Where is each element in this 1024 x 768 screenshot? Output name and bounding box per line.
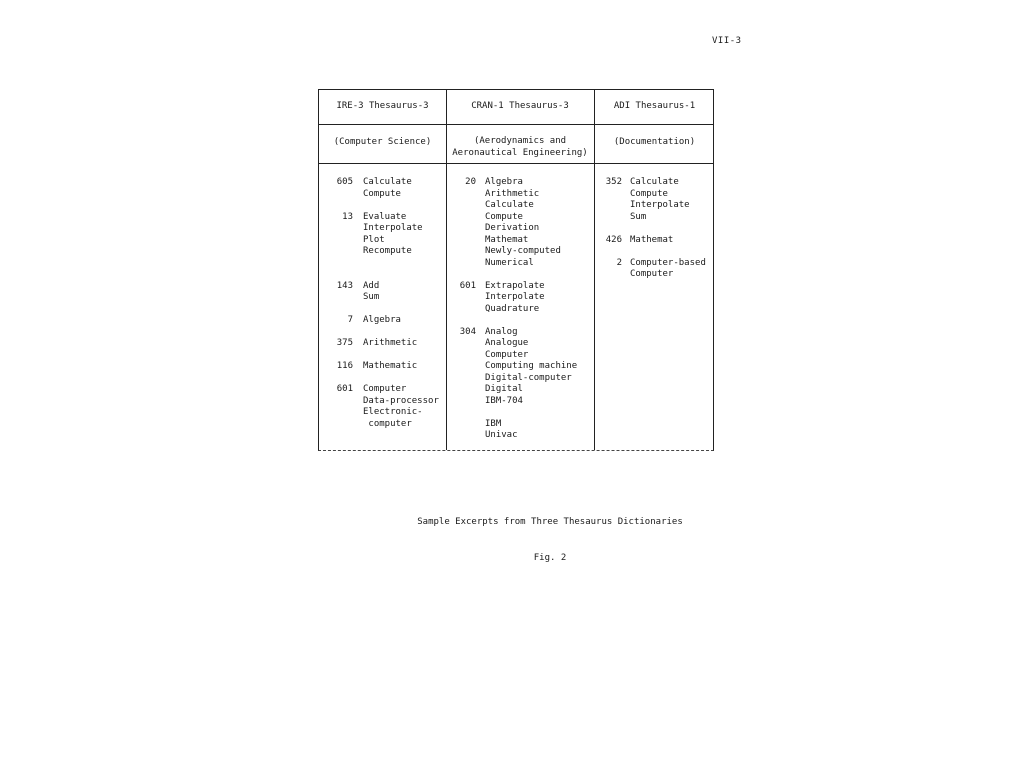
subheader-documentation: (Documentation) bbox=[613, 137, 696, 147]
row-divider bbox=[319, 163, 713, 164]
concept-number: 426 bbox=[605, 234, 622, 245]
figure-caption: Sample Excerpts from Three Thesaurus Dictionaries bbox=[417, 517, 683, 527]
concept-group bbox=[600, 177, 712, 223]
header-cran-thesaurus: CRAN-1 Thesaurus-3 bbox=[471, 101, 569, 111]
header-adi-thesaurus: ADI Thesaurus-1 bbox=[613, 101, 696, 111]
concept-group bbox=[327, 361, 445, 373]
concept-number: 7 bbox=[347, 315, 353, 325]
concept-terms: Analog Analogue Computer Computing machine Digital-computer Digital IBM-704 IBM Univac bbox=[485, 326, 578, 440]
concept-group bbox=[454, 177, 594, 269]
row-divider bbox=[319, 124, 713, 125]
concept-terms: Arithmetic bbox=[363, 338, 418, 348]
concept-number: 605 bbox=[336, 177, 353, 187]
concept-group bbox=[327, 338, 445, 350]
subheader-computer-science: (Computer Science) bbox=[333, 137, 432, 147]
concept-terms: Calculate Compute Interpolate Sum bbox=[630, 177, 690, 222]
concept-terms: Calculate Compute bbox=[363, 177, 412, 199]
concept-number: 116 bbox=[336, 361, 353, 371]
concept-group bbox=[327, 384, 445, 430]
concept-terms: Computer-based Computer bbox=[630, 257, 706, 279]
concept-number: 304 bbox=[459, 326, 476, 337]
concept-terms: Algebra Arithmetic Calculate Compute Derivation Mathemat Newly-computed Numerical bbox=[485, 177, 561, 268]
cran-concept-groups bbox=[454, 177, 594, 453]
concept-group bbox=[600, 235, 712, 247]
concept-group bbox=[327, 281, 445, 304]
concept-group bbox=[454, 327, 594, 442]
concept-group bbox=[327, 212, 445, 258]
concept-terms: Computer Data-processor Electronic- computer bbox=[363, 384, 439, 429]
concept-terms: Algebra bbox=[363, 315, 401, 325]
concept-terms: Mathematic bbox=[363, 361, 418, 371]
concept-number: 13 bbox=[342, 211, 353, 222]
subheader-aerodynamics: (Aerodynamics and Aeronautical Engineering) bbox=[452, 136, 588, 158]
concept-number: 352 bbox=[605, 177, 622, 187]
concept-terms: Add Sum bbox=[363, 280, 380, 302]
concept-number: 2 bbox=[616, 257, 622, 268]
concept-terms: Evaluate Interpolate Plot Recompute bbox=[363, 211, 423, 256]
concept-number: 143 bbox=[336, 280, 353, 291]
concept-terms: Mathemat bbox=[630, 234, 674, 245]
concept-group bbox=[454, 281, 594, 316]
concept-group bbox=[327, 177, 445, 200]
concept-terms: Extrapolate Interpolate Quadrature bbox=[485, 280, 545, 314]
concept-group bbox=[600, 258, 712, 281]
figure-label: Fig. 2 bbox=[533, 553, 567, 563]
concept-number: 601 bbox=[459, 280, 476, 291]
concept-number: 375 bbox=[336, 338, 353, 348]
concept-number: 20 bbox=[465, 177, 476, 187]
adi-concept-groups bbox=[600, 177, 712, 292]
concept-number: 601 bbox=[336, 384, 353, 394]
concept-group bbox=[327, 315, 445, 327]
header-ire-thesaurus: IRE-3 Thesaurus-3 bbox=[336, 101, 429, 111]
page-number: VII-3 bbox=[712, 36, 742, 46]
ire-concept-groups bbox=[327, 177, 445, 442]
thesaurus-table bbox=[318, 89, 714, 451]
